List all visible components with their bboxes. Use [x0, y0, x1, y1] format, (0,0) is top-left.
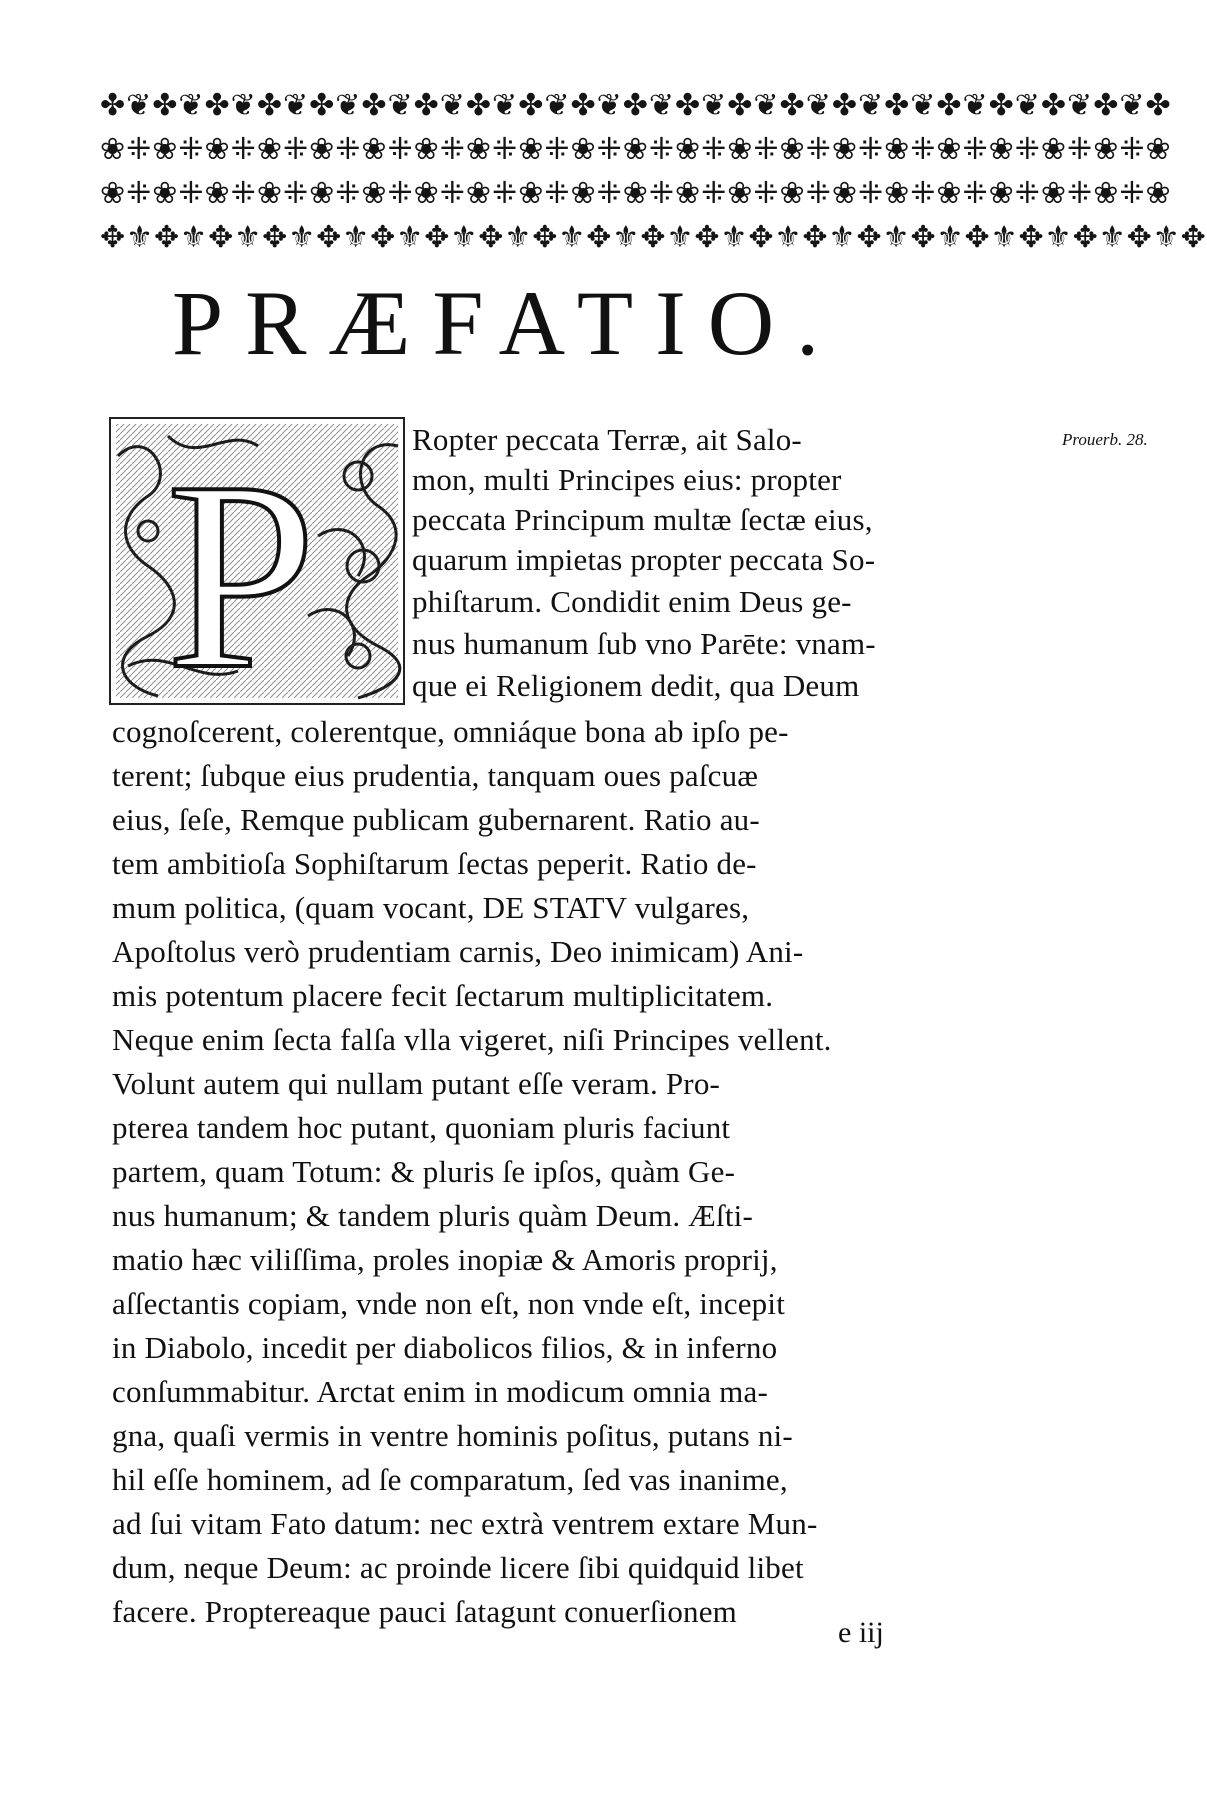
signature-mark: e iij	[838, 1616, 884, 1649]
text-line: Apoſtolus verò prudentiam carnis, Deo inimicam) Ani-	[112, 934, 804, 969]
text-line: ad ſui vitam Fato datum: nec extrà ventrem extare Mun-	[112, 1506, 818, 1541]
text-line: matio hæc viliſſima, proles inopiæ & Amoris proprij,	[112, 1242, 778, 1277]
text-line: partem, quam Totum: & pluris ſe ipſos, quàm Ge-	[112, 1154, 736, 1189]
text-line: quarum impietas propter peccata So-	[412, 542, 876, 577]
text-line: pterea tandem hoc putant, quoniam pluris faciunt	[112, 1110, 731, 1145]
text-line: cognoſcerent, colerentque, omniáque bona ab ipſo pe-	[112, 714, 789, 749]
text-line: facere. Proptereaque pauci ſatagunt conuerſionem	[112, 1594, 737, 1629]
text-line: Volunt autem qui nullam putant eſſe veram. Pro-	[112, 1066, 721, 1101]
text-line: eius, ſeſe, Remque publicam gubernarent. Ratio au-	[112, 802, 760, 837]
ornament-row: ✥⚜✥⚜✥⚜✥⚜✥⚜✥⚜✥⚜✥⚜✥⚜✥⚜✥⚜✥⚜✥⚜✥⚜✥⚜✥⚜✥⚜✥⚜✥⚜✥⚜✥	[100, 220, 1207, 255]
text-line: Ropter peccata Terræ, ait Salo-	[412, 422, 802, 457]
text-line: peccata Principum multæ ſectæ eius,	[412, 502, 873, 537]
text-line: dum, neque Deum: ac proinde licere ſibi quidquid libet	[112, 1550, 804, 1585]
text-line: gna, quaſi vermis in ventre hominis poſitus, putans ni-	[112, 1418, 793, 1453]
text-line: phiſtarum. Condidit enim Deus ge-	[412, 584, 852, 619]
text-line: terent; ſubque eius prudentia, tanquam oues paſcuæ	[112, 758, 759, 793]
text-line: mis potentum placere fecit ſectarum multiplicitatem.	[112, 978, 774, 1013]
text-line: hil eſſe hominem, ad ſe comparatum, ſed vas inanime,	[112, 1462, 788, 1497]
initial-letter-glyph: P	[166, 426, 317, 725]
text-line: Neque enim ſecta falſa vlla vigeret, niſi Principes vellent.	[112, 1022, 832, 1057]
text-line: nus humanum ſub vno Parēte: vnam-	[412, 626, 876, 661]
text-line: mon, multi Principes eius: propter	[412, 462, 842, 497]
margin-note: Prouerb. 28.	[1062, 430, 1148, 449]
text-line: conſummabitur. Arctat enim in modicum omnia ma-	[112, 1374, 768, 1409]
ornament-row: ❀⁜❀⁜❀⁜❀⁜❀⁜❀⁜❀⁜❀⁜❀⁜❀⁜❀⁜❀⁜❀⁜❀⁜❀⁜❀⁜❀⁜❀⁜❀⁜❀⁜❀	[100, 176, 1172, 211]
text-line: que ei Religionem dedit, qua Deum	[412, 668, 860, 703]
decorated-initial-letter	[108, 416, 406, 725]
text-line: tem ambitioſa Sophiſtarum ſectas peperit. Ratio de-	[112, 846, 757, 881]
text-line: in Diabolo, incedit per diabolicos filios, & in inferno	[112, 1330, 778, 1365]
page-title: PRÆFATIO.	[172, 272, 842, 374]
ornament-row: ❀⁜❀⁜❀⁜❀⁜❀⁜❀⁜❀⁜❀⁜❀⁜❀⁜❀⁜❀⁜❀⁜❀⁜❀⁜❀⁜❀⁜❀⁜❀⁜❀⁜❀	[100, 132, 1172, 167]
ornament-row: ✤❦✤❦✤❦✤❦✤❦✤❦✤❦✤❦✤❦✤❦✤❦✤❦✤❦✤❦✤❦✤❦✤❦✤❦✤❦✤❦✤	[100, 88, 1172, 123]
text-line: nus humanum; & tandem pluris quàm Deum. Æſti-	[112, 1198, 753, 1233]
text-line: aſſectantis copiam, vnde non eſt, non vnde eſt, incepit	[112, 1286, 786, 1321]
text-line: mum politica, (quam vocant, DE STATV vulgares,	[112, 890, 750, 925]
fleuron-ornament-band	[100, 84, 1207, 262]
